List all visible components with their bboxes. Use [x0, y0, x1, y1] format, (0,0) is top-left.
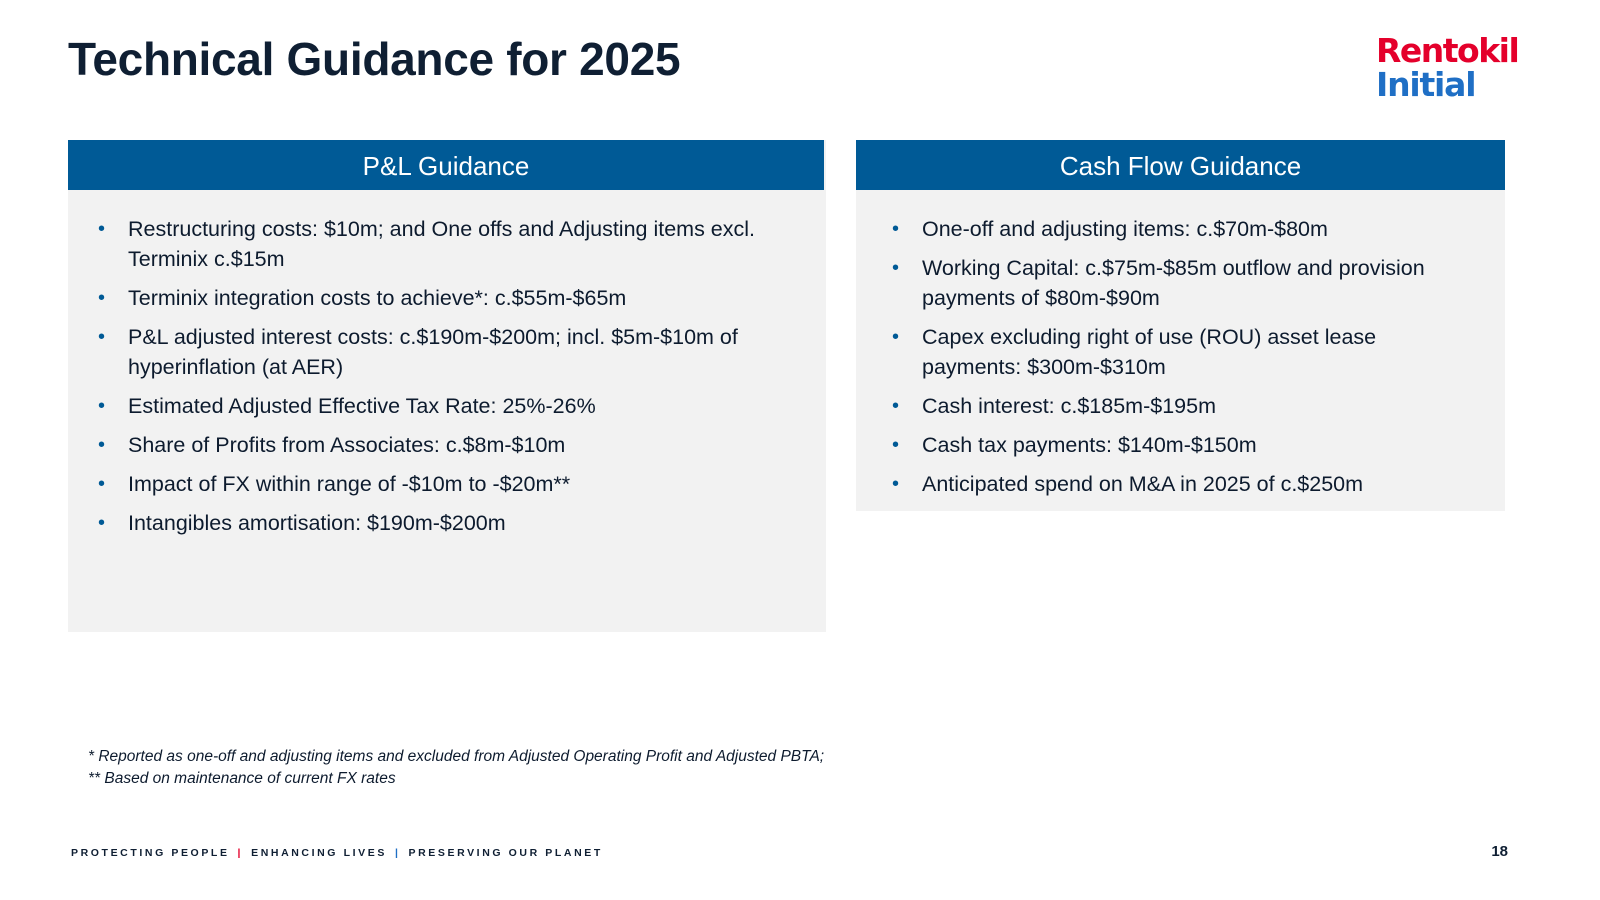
list-item-text: P&L adjusted interest costs: c.$190m-$200m; incl. $5m-$10m of hyperinflation (at AER)	[128, 325, 738, 379]
list-item-text: Share of Profits from Associates: c.$8m-$10m	[128, 433, 566, 457]
list-item	[98, 430, 806, 460]
list-item	[98, 391, 806, 421]
cash-flow-guidance-list	[856, 190, 1505, 499]
pl-guidance-header: P&L Guidance	[68, 140, 824, 190]
bullet-icon: •	[892, 257, 900, 279]
tagline-enhancing-lives: ENHANCING LIVES	[251, 847, 387, 859]
list-item-text: Restructuring costs: $10m; and One offs and Adjusting items excl. Terminix c.$15m	[128, 217, 756, 271]
list-item	[892, 214, 1481, 244]
list-item	[98, 508, 806, 538]
list-item	[892, 469, 1481, 499]
bullet-icon: •	[98, 218, 106, 240]
pl-guidance-panel	[68, 140, 826, 632]
list-item-text: Capex excluding right of use (ROU) asset lease payments: $300m-$310m	[922, 325, 1377, 379]
list-item-text: Cash tax payments: $140m-$150m	[922, 433, 1257, 457]
bullet-icon: •	[892, 434, 900, 456]
list-item	[98, 469, 806, 499]
list-item-text: Estimated Adjusted Effective Tax Rate: 25%-26%	[128, 394, 596, 418]
list-item-text: Terminix integration costs to achieve*: c.$55m-$65m	[128, 286, 627, 310]
bullet-icon: •	[98, 512, 106, 534]
list-item	[892, 253, 1481, 313]
page-number: 18	[1491, 843, 1508, 860]
footnotes	[88, 746, 824, 790]
logo-line-rentokil: Rentokil	[1376, 31, 1519, 70]
list-item	[98, 322, 806, 382]
list-item	[892, 391, 1481, 421]
list-item	[98, 283, 806, 313]
bullet-icon: •	[98, 326, 106, 348]
rentokil-initial-logo	[1376, 31, 1536, 104]
bullet-icon: •	[98, 473, 106, 495]
tagline-separator: |	[394, 847, 401, 859]
bullet-icon: •	[892, 395, 900, 417]
list-item-text: Anticipated spend on M&A in 2025 of c.$250m	[922, 472, 1364, 496]
list-item	[98, 214, 806, 274]
footer-tagline	[71, 847, 603, 859]
list-item	[892, 322, 1481, 382]
list-item-text: Impact of FX within range of -$10m to -$20m**	[128, 472, 571, 496]
bullet-icon: •	[98, 395, 106, 417]
logo-line-initial: Initial	[1376, 65, 1476, 104]
cash-flow-guidance-header: Cash Flow Guidance	[856, 140, 1505, 190]
bullet-icon: •	[98, 287, 106, 309]
footnote-1: * Reported as one-off and adjusting items and excluded from Adjusted Operating Profit and Adjusted PBTA;	[88, 748, 825, 765]
footnote-2: ** Based on maintenance of current FX rates	[88, 770, 396, 787]
list-item	[892, 430, 1481, 460]
bullet-icon: •	[98, 434, 106, 456]
tagline-protecting-people: PROTECTING PEOPLE	[71, 847, 230, 859]
bullet-icon: •	[892, 473, 900, 495]
list-item-text: Intangibles amortisation: $190m-$200m	[128, 511, 506, 535]
list-item-text: Cash interest: c.$185m-$195m	[922, 394, 1216, 418]
bullet-icon: •	[892, 326, 900, 348]
cash-flow-guidance-panel	[856, 140, 1505, 511]
tagline-separator: |	[237, 847, 244, 859]
pl-guidance-list	[68, 190, 826, 538]
tagline-preserving-planet: PRESERVING OUR PLANET	[408, 847, 603, 859]
page-title: Technical Guidance for 2025	[68, 33, 681, 85]
bullet-icon: •	[892, 218, 900, 240]
list-item-text: Working Capital: c.$75m-$85m outflow and provision payments of $80m-$90m	[922, 256, 1425, 310]
list-item-text: One-off and adjusting items: c.$70m-$80m	[922, 217, 1328, 241]
